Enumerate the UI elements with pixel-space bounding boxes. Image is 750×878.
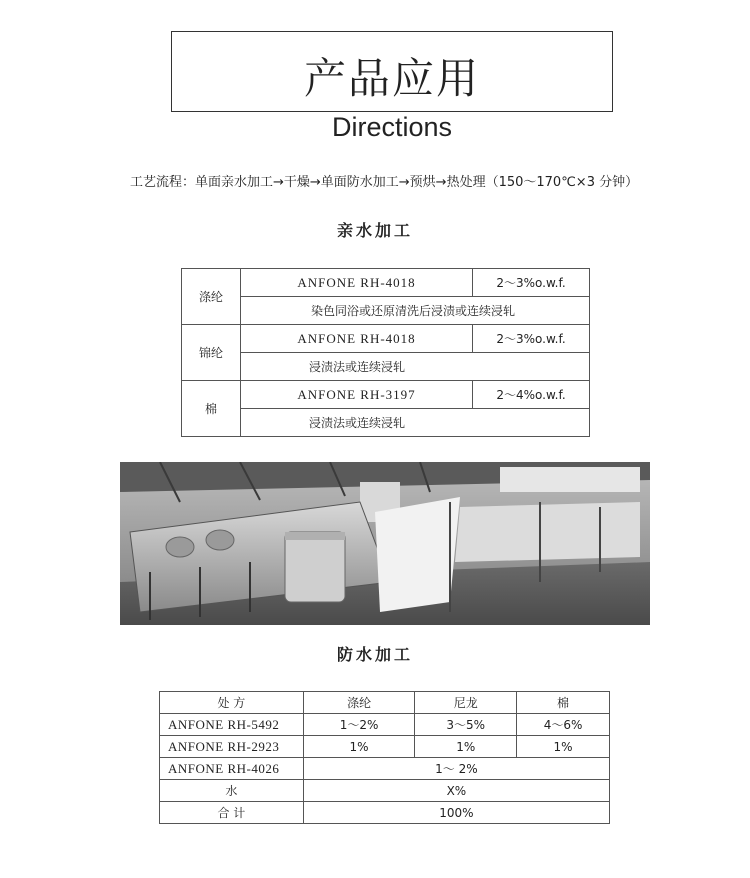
hydrophilic-table — [181, 268, 590, 437]
amount-cell: 2～3%o.w.f. — [473, 325, 590, 353]
fabric-cell: 棉 — [182, 381, 241, 437]
formula-name-cell: ANFONE RH-2923 — [160, 736, 304, 758]
table-row — [182, 325, 590, 353]
column-header: 尼龙 — [415, 692, 517, 714]
table-row — [182, 297, 590, 325]
table-row — [182, 409, 590, 437]
formula-name-cell: ANFONE RH-5492 — [160, 714, 304, 736]
section-title-waterproof: 防水加工 — [336, 645, 413, 664]
table-row — [160, 714, 610, 736]
page-title: 产品应用 — [303, 54, 480, 103]
factory-photo-illustration — [120, 462, 650, 625]
column-header: 棉 — [517, 692, 610, 714]
table-header-row — [160, 692, 610, 714]
cotton-cell: 4～6% — [517, 714, 610, 736]
waterproof-table — [159, 691, 610, 824]
merged-value-cell: 1～ 2% — [303, 758, 609, 780]
amount-cell: 2～4%o.w.f. — [473, 381, 590, 409]
section-title-hydrophilic: 亲水加工 — [336, 221, 413, 240]
column-header: 处 方 — [160, 692, 304, 714]
method-cell: 染色同浴或还原清洗后浸渍或连续浸轧 — [241, 297, 590, 325]
formula-name-cell: ANFONE RH-4026 — [160, 758, 304, 780]
method-cell: 浸渍法或连续浸轧 — [241, 353, 590, 381]
fabric-cell: 涤纶 — [182, 269, 241, 325]
method-cell: 浸渍法或连续浸轧 — [241, 409, 590, 437]
polyester-cell: 1% — [303, 736, 415, 758]
table-row — [160, 780, 610, 802]
merged-value-cell: 100% — [303, 802, 609, 824]
product-cell: ANFONE RH-3197 — [241, 381, 473, 409]
fabric-cell: 锦纶 — [182, 325, 241, 381]
product-cell: ANFONE RH-4018 — [241, 325, 473, 353]
formula-name-cell: 合 计 — [160, 802, 304, 824]
nylon-cell: 3～5% — [415, 714, 517, 736]
table-row — [160, 802, 610, 824]
cotton-cell: 1% — [517, 736, 610, 758]
merged-value-cell: X% — [303, 780, 609, 802]
table-row — [182, 269, 590, 297]
nylon-cell: 1% — [415, 736, 517, 758]
process-flow: 工艺流程：单面亲水加工→干燥→单面防水加工→预烘→热处理（150～170℃×3 分钟） — [130, 175, 639, 190]
page-subtitle: Directions — [331, 112, 453, 142]
table-row — [182, 353, 590, 381]
table-row — [160, 736, 610, 758]
column-header: 涤纶 — [303, 692, 415, 714]
table-row — [160, 758, 610, 780]
amount-cell: 2～3%o.w.f. — [473, 269, 590, 297]
formula-name-cell: 水 — [160, 780, 304, 802]
polyester-cell: 1～2% — [303, 714, 415, 736]
product-cell: ANFONE RH-4018 — [241, 269, 473, 297]
table-row — [182, 381, 590, 409]
factory-photo — [120, 462, 650, 625]
